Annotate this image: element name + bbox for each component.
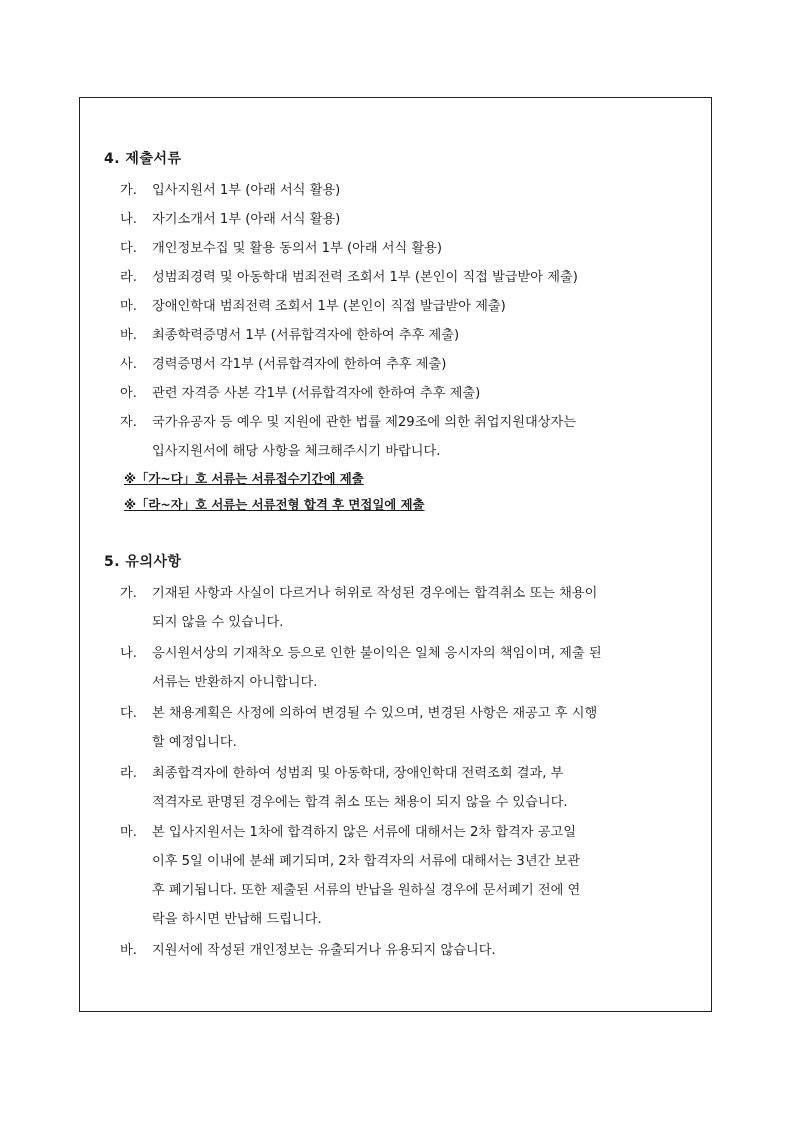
item-continuation: 락을 하시면 반납해 드립니다. — [152, 912, 322, 927]
item-marker: 바. — [120, 943, 137, 958]
item-marker: 다. — [120, 241, 137, 256]
submission-note: ※「라~자」호 서류는 서류전형 합격 후 면접일에 제출 — [124, 497, 425, 512]
item-marker: 자. — [120, 415, 137, 430]
item-text: 지원서에 작성된 개인정보는 유출되거나 유용되지 않습니다. — [152, 943, 496, 958]
item-text: 입사지원서 1부 (아래 서식 활용) — [152, 183, 341, 198]
list-item — [120, 324, 705, 343]
item-continuation: 되지 않을 수 있습니다. — [152, 615, 284, 630]
list-item — [120, 702, 705, 721]
item-marker: 가. — [120, 183, 137, 198]
list-item — [120, 353, 705, 372]
item-marker: 나. — [120, 212, 137, 227]
list-item — [120, 642, 705, 661]
submission-note: ※「가~다」호 서류는 서류접수기간에 제출 — [124, 471, 364, 486]
item-marker: 가. — [120, 586, 137, 601]
item-marker: 아. — [120, 386, 137, 401]
item-marker: 다. — [120, 706, 137, 721]
item-text: 기재된 사항과 사실이 다르거나 허위로 작성된 경우에는 합격취소 또는 채용이 — [152, 586, 598, 601]
list-item — [120, 179, 705, 198]
list-item — [120, 208, 705, 227]
item-marker: 나. — [120, 646, 137, 661]
list-item — [120, 939, 705, 958]
item-continuation: 입사지원서에 해당 사항을 체크해주시기 바랍니다. — [152, 444, 441, 459]
section-5-title: 5. 유의사항 — [104, 554, 182, 570]
item-text: 개인정보수집 및 활용 동의서 1부 (아래 서식 활용) — [152, 241, 443, 256]
section-4-title: 4. 제출서류 — [104, 151, 182, 167]
item-text: 관련 자격증 사본 각1부 (서류합격자에 한하여 추후 제출) — [152, 386, 481, 401]
item-text: 장애인학대 범죄전력 조회서 1부 (본인이 직접 발급받아 제출) — [152, 299, 506, 314]
list-item — [120, 237, 705, 256]
item-text: 최종합격자에 한하여 성범죄 및 아동학대, 장애인학대 전력조회 결과, 부 — [152, 766, 564, 781]
item-text: 국가유공자 등 예우 및 지원에 관한 법률 제29조에 의한 취업지원대상자는 — [152, 415, 576, 430]
list-item — [120, 762, 705, 781]
item-marker: 라. — [120, 766, 137, 781]
list-item — [120, 382, 705, 401]
item-continuation: 이후 5일 이내에 분쇄 폐기되며, 2차 합격자의 서류에 대해서는 3년간 보관 — [152, 854, 580, 869]
list-item — [120, 295, 705, 314]
document-frame — [79, 97, 712, 1012]
item-marker: 바. — [120, 328, 137, 343]
item-marker: 마. — [120, 299, 137, 314]
list-item — [120, 821, 705, 840]
item-continuation: 할 예정입니다. — [152, 735, 237, 750]
item-text: 자기소개서 1부 (아래 서식 활용) — [152, 212, 341, 227]
item-text: 최종학력증명서 1부 (서류합격자에 한하여 추후 제출) — [152, 328, 460, 343]
item-text: 본 입사지원서는 1차에 합격하지 않은 서류에 대해서는 2차 합격자 공고일 — [152, 825, 576, 840]
item-marker: 라. — [120, 270, 137, 285]
item-text: 성범죄경력 및 아동학대 범죄전력 조회서 1부 (본인이 직접 발급받아 제출) — [152, 270, 578, 285]
item-marker: 마. — [120, 825, 137, 840]
list-item — [120, 411, 705, 430]
item-text: 본 채용계획은 사정에 의하여 변경될 수 있으며, 변경된 사항은 재공고 후 시행 — [152, 706, 598, 721]
item-text: 경력증명서 각1부 (서류합격자에 한하여 추후 제출) — [152, 357, 447, 372]
item-continuation: 후 폐기됩니다. 또한 제출된 서류의 반납을 원하실 경우에 문서폐기 전에 연 — [152, 883, 581, 898]
item-marker: 사. — [120, 357, 137, 372]
list-item — [120, 266, 705, 285]
item-continuation: 적격자로 판명된 경우에는 합격 취소 또는 채용이 되지 않을 수 있습니다. — [152, 795, 568, 810]
item-text: 응시원서상의 기재착오 등으로 인한 불이익은 일체 응시자의 책임이며, 제출 된 — [152, 646, 602, 661]
item-continuation: 서류는 반환하지 아니합니다. — [152, 675, 318, 690]
list-item — [120, 582, 705, 601]
